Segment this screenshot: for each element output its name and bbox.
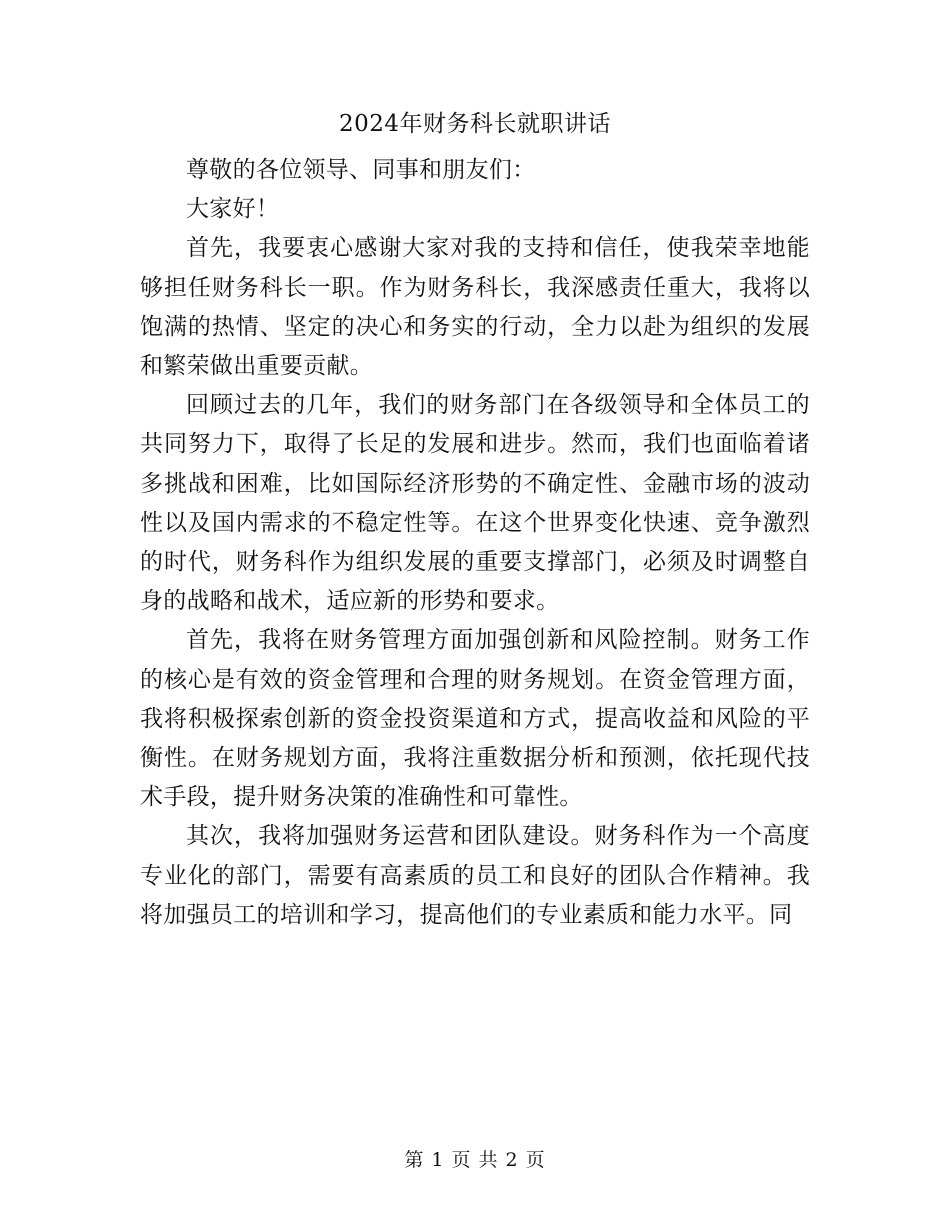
document-body bbox=[140, 151, 810, 935]
body-paragraph-finance-management: 首先，我将在财务管理方面加强创新和风险控制。财务工作的核心是有效的资金管理和合理的财务规划。在资金管理方面，我将积极探索创新的资金投资渠道和方式，提高收益和风险的平衡性。在财务规划方面，我将注重数据分析和预测，依托现代技术手段，提升财务决策的准确性和可靠性。 bbox=[140, 627, 810, 811]
page-number-footer: 第 1 页 共 2 页 bbox=[404, 1149, 546, 1171]
salutation-paragraph: 尊敬的各位领导、同事和朋友们： bbox=[186, 157, 536, 183]
body-paragraph-review: 回顾过去的几年，我们的财务部门在各级领导和全体员工的共同努力下，取得了长足的发展和进步。然而，我们也面临着诸多挑战和困难，比如国际经济形势的不确定性、金融市场的波动性以及国内需求的不稳定性等。在这个世界变化快速、竞争激烈的时代，财务科作为组织发展的重要支撑部门，必须及时调整自身的战略和战术，适应新的形势和要求。 bbox=[140, 392, 810, 615]
body-paragraph-thanks: 首先，我要衷心感谢大家对我的支持和信任，使我荣幸地能够担任财务科长一职。作为财务科长，我深感责任重大，我将以饱满的热情、坚定的决心和务实的行动，全力以赴为组织的发展和繁荣做出重要贡献。 bbox=[140, 235, 810, 380]
document-title: 2024年财务科长就职讲话 bbox=[338, 111, 612, 137]
greeting-paragraph: 大家好！ bbox=[186, 196, 280, 223]
body-paragraph-team-building: 其次，我将加强财务运营和团队建设。财务科作为一个高度专业化的部门，需要有高素质的员工和良好的团队合作精神。我将加强员工的培训和学习，提高他们的专业素质和能力水平。同 bbox=[140, 823, 810, 928]
